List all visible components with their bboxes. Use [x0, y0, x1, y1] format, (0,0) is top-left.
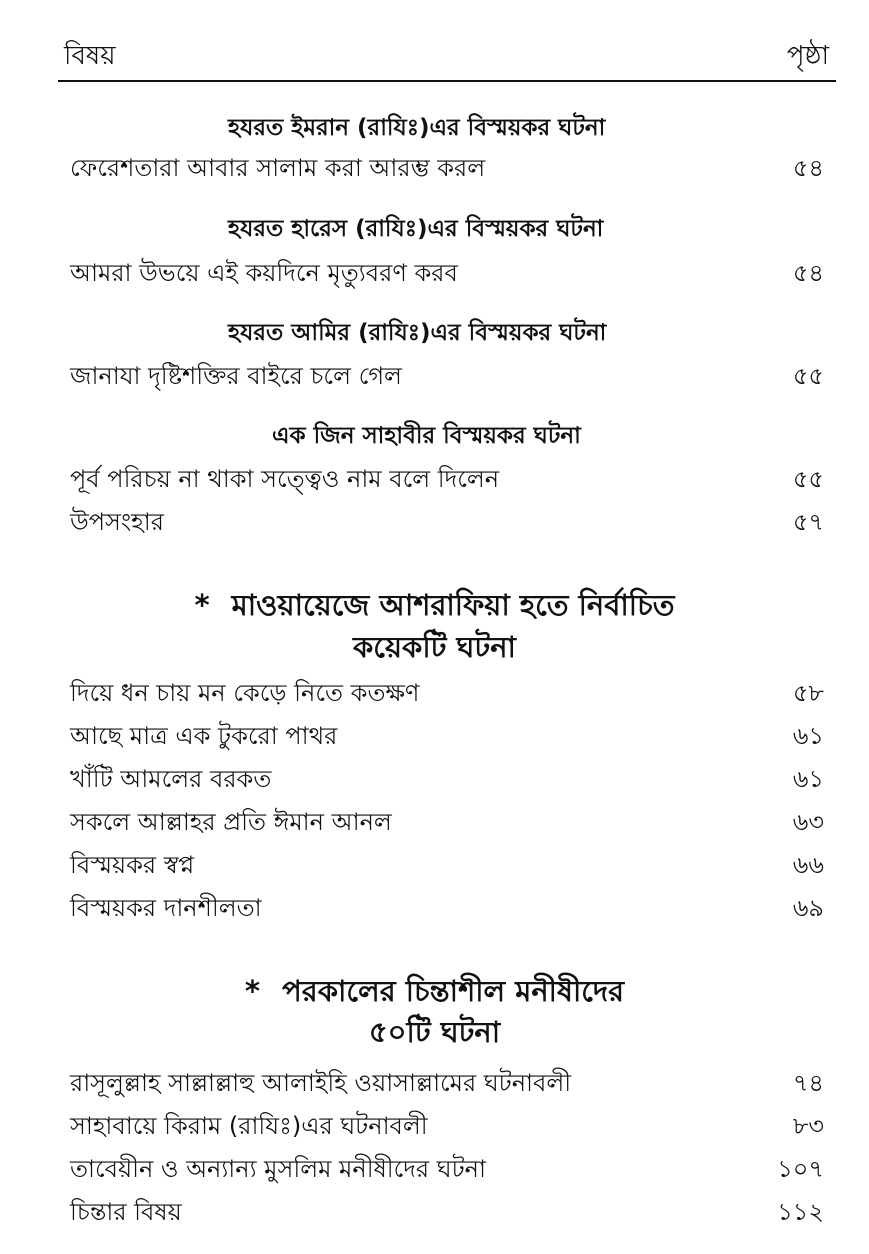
- toc-entry: [70, 459, 824, 499]
- story-group-heading: হযরত হারেস (রাযিঃ)এর বিস্ময়কর ঘটনা: [228, 216, 604, 242]
- toc-entry: [70, 673, 824, 713]
- toc-entry: [70, 802, 824, 842]
- toc-entry-page: ৫৫: [792, 465, 824, 493]
- section-heading-line-2: কয়েকটি ঘটনা: [353, 630, 516, 664]
- toc-entry-page: ৫৪: [792, 259, 824, 287]
- toc-entry-page: ৫৫: [792, 362, 824, 390]
- header-subject-label: বিষয়: [64, 41, 116, 71]
- toc-entry: [70, 1106, 824, 1146]
- toc-entry-page: ৮৩: [792, 1112, 824, 1140]
- star-marker: *: [194, 588, 210, 622]
- toc-entry: [70, 716, 824, 756]
- toc-entry-page: ৭৪: [792, 1069, 824, 1097]
- toc-entry-page: ১১২: [777, 1198, 824, 1226]
- section-heading-text: মাওয়ায়েজে আশরাফিয়া হতে নির্বাচিত: [231, 588, 675, 622]
- toc-entry-title: চিন্তার বিষয়: [70, 1198, 182, 1226]
- toc-entry-title: রাসূলুল্লাহ সাল্লাল্লাহু আলাইহি ওয়াসাল্লামের ঘটনাবলী: [70, 1069, 572, 1097]
- toc-entry: [70, 888, 824, 928]
- toc-entry: [70, 1063, 824, 1103]
- toc-entry-page: ৬৩: [792, 808, 824, 836]
- header-page-label: পৃষ্ঠা: [786, 41, 829, 71]
- toc-entry-page: ৫৮: [792, 679, 824, 707]
- toc-entry-title: তাবেয়ীন ও অন্যান্য মুসলিম মনীষীদের ঘটনা: [70, 1155, 486, 1183]
- toc-entry: [70, 148, 824, 188]
- toc-entry-title: সাহাবায়ে কিরাম (রাযিঃ)এর ঘটনাবলী: [70, 1112, 428, 1140]
- toc-entry-page: ১০৭: [777, 1155, 824, 1183]
- toc-entry-title: বিস্ময়কর স্বপ্ন: [70, 851, 195, 879]
- toc-entry-page: ৫৪: [792, 154, 824, 182]
- toc-entry: [70, 502, 824, 542]
- toc-entry-title: দিয়ে ধন চায় মন কেড়ে নিতে কতক্ষণ: [70, 679, 420, 707]
- toc-entry-title: ফেরেশতারা আবার সালাম করা আরম্ভ করল: [70, 154, 486, 182]
- toc-entry-title: জানাযা দৃষ্টিশক্তির বাইরে চলে গেল: [70, 362, 402, 390]
- toc-entry-title: বিস্ময়কর দানশীলতা: [70, 894, 262, 922]
- star-marker: *: [244, 974, 261, 1008]
- header-divider: [58, 80, 836, 82]
- story-group-heading: হযরত ইমরান (রাযিঃ)এর বিস্ময়কর ঘটনা: [228, 115, 606, 141]
- toc-entry-title: সকলে আল্লাহর প্রতি ঈমান আনল: [70, 808, 392, 836]
- toc-entry-title: আছে মাত্র এক টুকরো পাথর: [70, 722, 338, 750]
- section-heading-text: পরকালের চিন্তাশীল মনীষীদের: [282, 974, 625, 1008]
- toc-entry-page: ৬৬: [792, 851, 824, 879]
- toc-entry-title: খাঁটি আমলের বরকত: [70, 765, 272, 793]
- toc-entry-title: আমরা উভয়ে এই কয়দিনে মৃত্যুবরণ করব: [70, 259, 458, 287]
- section-heading-line-1: [0, 584, 869, 626]
- toc-entry: [70, 1149, 824, 1189]
- toc-entry: [70, 1192, 824, 1232]
- story-group-heading: এক জিন সাহাবীর বিস্ময়কর ঘটনা: [272, 423, 581, 449]
- toc-entry-page: ৬১: [792, 765, 824, 793]
- section-heading-line-2: ৫০টি ঘটনা: [368, 1015, 501, 1049]
- toc-entry-page: ৫৭: [792, 508, 824, 536]
- toc-entry: [70, 845, 824, 885]
- section-heading-line-1: [0, 970, 869, 1012]
- toc-entry: [70, 356, 824, 396]
- toc-entry: [70, 253, 824, 293]
- toc-entry-title: উপসংহার: [70, 508, 164, 536]
- toc-entry-page: ৬১: [792, 722, 824, 750]
- toc-entry-title: পূর্ব পরিচয় না থাকা সত্ত্বেও নাম বলে দিলেন: [70, 465, 500, 493]
- toc-entry-page: ৬৯: [792, 894, 824, 922]
- story-group-heading: হযরত আমির (রাযিঃ)এর বিস্ময়কর ঘটনা: [228, 320, 607, 346]
- toc-entry: [70, 759, 824, 799]
